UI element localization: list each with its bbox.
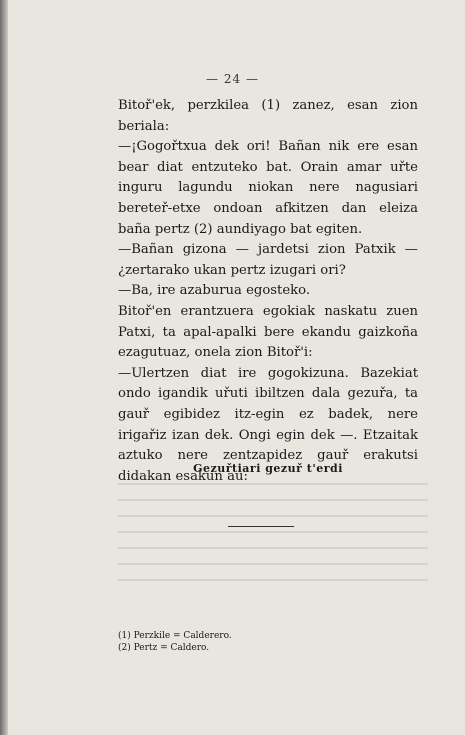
page-number: — 24 — bbox=[206, 72, 259, 86]
paragraph: Bitoř'ek, perzkilea (1) zanez, esan zion beriala: bbox=[118, 98, 418, 134]
footnote: (1) Perzkile = Calderero. bbox=[118, 631, 232, 641]
paragraph: —Ulertzen diat ire gogokizuna. Bazekiat ondo igandik uřuti ibiltzen dala gezuřa, ta gauř egibidez itz-egin ez badek, nere irigařiz izan dek. Ongi egin dek —. Etzaitak aztuko nere zentzapidez gauř erakutsi didakan esakun au: bbox=[118, 365, 418, 484]
paragraph: —Bañan gizona — jardetsi zion Patxik — ¿zertarako ukan pertz izugari ori? bbox=[118, 242, 418, 278]
footnote-divider bbox=[228, 526, 294, 527]
bleed-through-text bbox=[118, 483, 428, 603]
paragraph: —¡Gogořtxua dek ori! Bañan nik ere esan bear diat entzuteko bat. Orain amar uřte inguru lagundu niokan nere nagusiari bereteř-etxe ondoan afkitzen dan eleiza baña pertz (2) aundiyago bat egiten. bbox=[118, 139, 418, 237]
section-heading: Gezuřtiari gezuř t'erdi bbox=[193, 462, 343, 475]
footnote: (2) Pertz = Caldero. bbox=[118, 643, 210, 653]
paragraph: —Ba, ire azaburua egosteko. bbox=[118, 283, 311, 299]
paragraph: Bitoř'en erantzuera egokiak naskatu zuen Patxi, ta apal-apalki bere ekandu gaizkoña ezagutuaz, onela zion Bitoř'i: bbox=[118, 303, 418, 361]
footnotes bbox=[118, 630, 418, 654]
page-gutter-shadow bbox=[0, 0, 8, 735]
body-text bbox=[118, 96, 418, 487]
